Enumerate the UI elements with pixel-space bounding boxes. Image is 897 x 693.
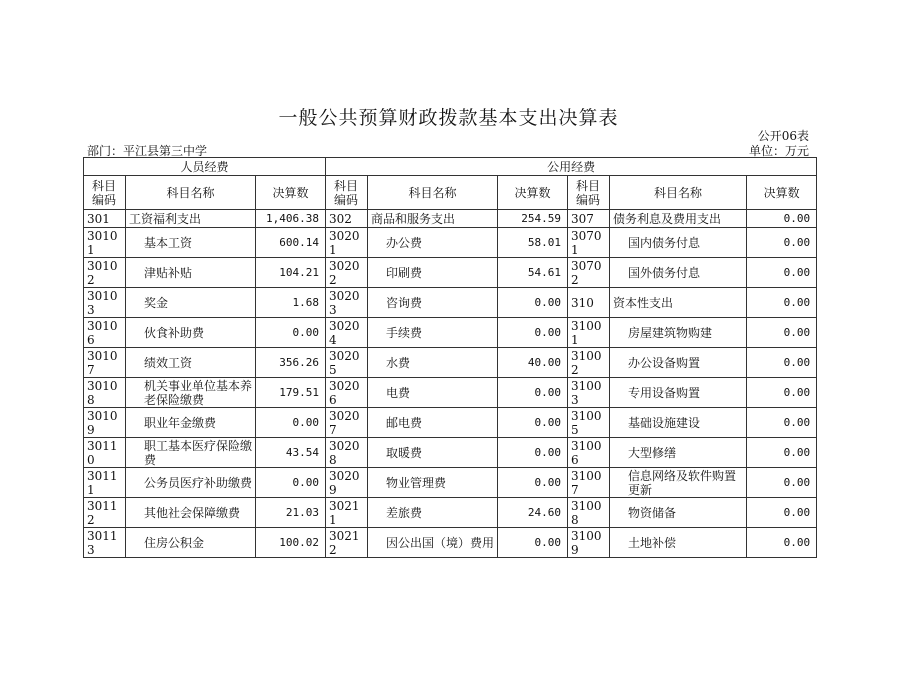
cell-amount: 0.00	[747, 318, 817, 348]
cell-name: 伙食补助费	[126, 318, 256, 348]
cell-code: 31009	[568, 528, 610, 558]
cell-code: 30108	[84, 378, 126, 408]
cell-code: 31003	[568, 378, 610, 408]
cell-code: 30202	[326, 258, 368, 288]
form-number: 公开06表	[757, 129, 809, 143]
table-row	[84, 498, 817, 528]
table-row	[84, 288, 817, 318]
cell-name: 国内债务付息	[610, 228, 747, 258]
cell-name: 物资储备	[610, 498, 747, 528]
cell-code: 31008	[568, 498, 610, 528]
cell-code: 30103	[84, 288, 126, 318]
cell-code: 307	[568, 210, 610, 228]
cell-name: 专用设备购置	[610, 378, 747, 408]
cell-code: 30209	[326, 468, 368, 498]
cell-name: 职业年金缴费	[126, 408, 256, 438]
cell-code: 30212	[326, 528, 368, 558]
table-row	[84, 348, 817, 378]
cell-name: 电费	[368, 378, 498, 408]
cell-amount: 58.01	[498, 228, 568, 258]
cell-name: 公务员医疗补助缴费	[126, 468, 256, 498]
cell-code: 30211	[326, 498, 368, 528]
cell-amount: 100.02	[256, 528, 326, 558]
cell-code: 31002	[568, 348, 610, 378]
cell-name: 房屋建筑物购建	[610, 318, 747, 348]
header-name: 科目名称	[610, 176, 747, 210]
table-row	[84, 318, 817, 348]
page-title: 一般公共预算财政拨款基本支出决算表	[278, 107, 619, 129]
cell-name: 住房公积金	[126, 528, 256, 558]
cell-name: 机关事业单位基本养老保险缴费	[126, 378, 256, 408]
cell-code: 302	[326, 210, 368, 228]
group-public: 公用经费	[326, 158, 817, 176]
cell-code: 30109	[84, 408, 126, 438]
cell-amount: 0.00	[747, 348, 817, 378]
header-amount: 决算数	[498, 176, 568, 210]
header-code: 科目 编码	[84, 176, 126, 210]
table-row	[84, 468, 817, 498]
cell-amount: 0.00	[747, 438, 817, 468]
group-personnel: 人员经费	[84, 158, 326, 176]
cell-name: 奖金	[126, 288, 256, 318]
cell-amount: 0.00	[747, 498, 817, 528]
cell-code: 30201	[326, 228, 368, 258]
cell-amount: 0.00	[498, 378, 568, 408]
cell-code: 30110	[84, 438, 126, 468]
cell-amount: 600.14	[256, 228, 326, 258]
cell-amount: 179.51	[256, 378, 326, 408]
cell-name: 邮电费	[368, 408, 498, 438]
table-row	[84, 528, 817, 558]
cell-name: 其他社会保障缴费	[126, 498, 256, 528]
cell-amount: 0.00	[747, 528, 817, 558]
cell-code: 30111	[84, 468, 126, 498]
cell-amount: 0.00	[498, 408, 568, 438]
cell-name: 办公费	[368, 228, 498, 258]
table-row	[84, 408, 817, 438]
cell-code: 30204	[326, 318, 368, 348]
cell-code: 30113	[84, 528, 126, 558]
cell-name: 绩效工资	[126, 348, 256, 378]
cell-amount: 0.00	[747, 288, 817, 318]
cell-amount: 0.00	[256, 468, 326, 498]
cell-amount: 0.00	[498, 528, 568, 558]
cell-code: 30702	[568, 258, 610, 288]
cell-name: 办公设备购置	[610, 348, 747, 378]
cell-code: 31006	[568, 438, 610, 468]
cell-amount: 1.68	[256, 288, 326, 318]
table-row	[84, 210, 817, 228]
unit-label: 单位：万元	[748, 144, 809, 158]
header-name: 科目名称	[368, 176, 498, 210]
cell-amount: 0.00	[747, 258, 817, 288]
cell-amount: 0.00	[747, 378, 817, 408]
cell-name: 水费	[368, 348, 498, 378]
cell-code: 30208	[326, 438, 368, 468]
cell-code: 31007	[568, 468, 610, 498]
cell-name: 职工基本医疗保险缴费	[126, 438, 256, 468]
cell-amount: 0.00	[256, 408, 326, 438]
cell-code: 31001	[568, 318, 610, 348]
cell-amount: 1,406.38	[256, 210, 326, 228]
header-code: 科目 编码	[326, 176, 368, 210]
cell-amount: 0.00	[747, 228, 817, 258]
cell-amount: 0.00	[747, 408, 817, 438]
cell-amount: 54.61	[498, 258, 568, 288]
cell-code: 30205	[326, 348, 368, 378]
cell-code: 30206	[326, 378, 368, 408]
cell-name: 基础设施建设	[610, 408, 747, 438]
cell-amount: 40.00	[498, 348, 568, 378]
cell-name: 大型修缮	[610, 438, 747, 468]
expenditure-table	[83, 157, 817, 558]
cell-amount: 0.00	[498, 318, 568, 348]
cell-code: 30112	[84, 498, 126, 528]
table-row	[84, 228, 817, 258]
cell-code: 30701	[568, 228, 610, 258]
cell-name: 印刷费	[368, 258, 498, 288]
cell-code: 301	[84, 210, 126, 228]
cell-amount: 0.00	[747, 468, 817, 498]
cell-amount: 0.00	[498, 438, 568, 468]
header-amount: 决算数	[256, 176, 326, 210]
cell-code: 30107	[84, 348, 126, 378]
cell-name: 资本性支出	[610, 288, 747, 318]
cell-code: 30102	[84, 258, 126, 288]
cell-name: 津贴补贴	[126, 258, 256, 288]
cell-code: 30106	[84, 318, 126, 348]
cell-name: 物业管理费	[368, 468, 498, 498]
cell-name: 因公出国（境）费用	[368, 528, 498, 558]
header-amount: 决算数	[747, 176, 817, 210]
cell-code: 30101	[84, 228, 126, 258]
cell-name: 信息网络及软件购置更新	[610, 468, 747, 498]
cell-amount: 0.00	[256, 318, 326, 348]
cell-name: 工资福利支出	[126, 210, 256, 228]
table-row	[84, 378, 817, 408]
header-name: 科目名称	[126, 176, 256, 210]
header-code: 科目 编码	[568, 176, 610, 210]
cell-name: 取暖费	[368, 438, 498, 468]
cell-code: 310	[568, 288, 610, 318]
cell-name: 商品和服务支出	[368, 210, 498, 228]
cell-name: 土地补偿	[610, 528, 747, 558]
cell-amount: 356.26	[256, 348, 326, 378]
cell-name: 手续费	[368, 318, 498, 348]
cell-name: 咨询费	[368, 288, 498, 318]
cell-amount: 0.00	[498, 288, 568, 318]
department-label: 部门：平江县第三中学	[87, 144, 208, 158]
cell-amount: 43.54	[256, 438, 326, 468]
cell-amount: 104.21	[256, 258, 326, 288]
cell-name: 差旅费	[368, 498, 498, 528]
cell-amount: 0.00	[498, 468, 568, 498]
cell-code: 30203	[326, 288, 368, 318]
cell-code: 31005	[568, 408, 610, 438]
cell-amount: 254.59	[498, 210, 568, 228]
cell-name: 国外债务付息	[610, 258, 747, 288]
cell-amount: 24.60	[498, 498, 568, 528]
table-row	[84, 438, 817, 468]
cell-code: 30207	[326, 408, 368, 438]
cell-name: 债务利息及费用支出	[610, 210, 747, 228]
cell-amount: 21.03	[256, 498, 326, 528]
cell-amount: 0.00	[747, 210, 817, 228]
table-row	[84, 258, 817, 288]
cell-name: 基本工资	[126, 228, 256, 258]
